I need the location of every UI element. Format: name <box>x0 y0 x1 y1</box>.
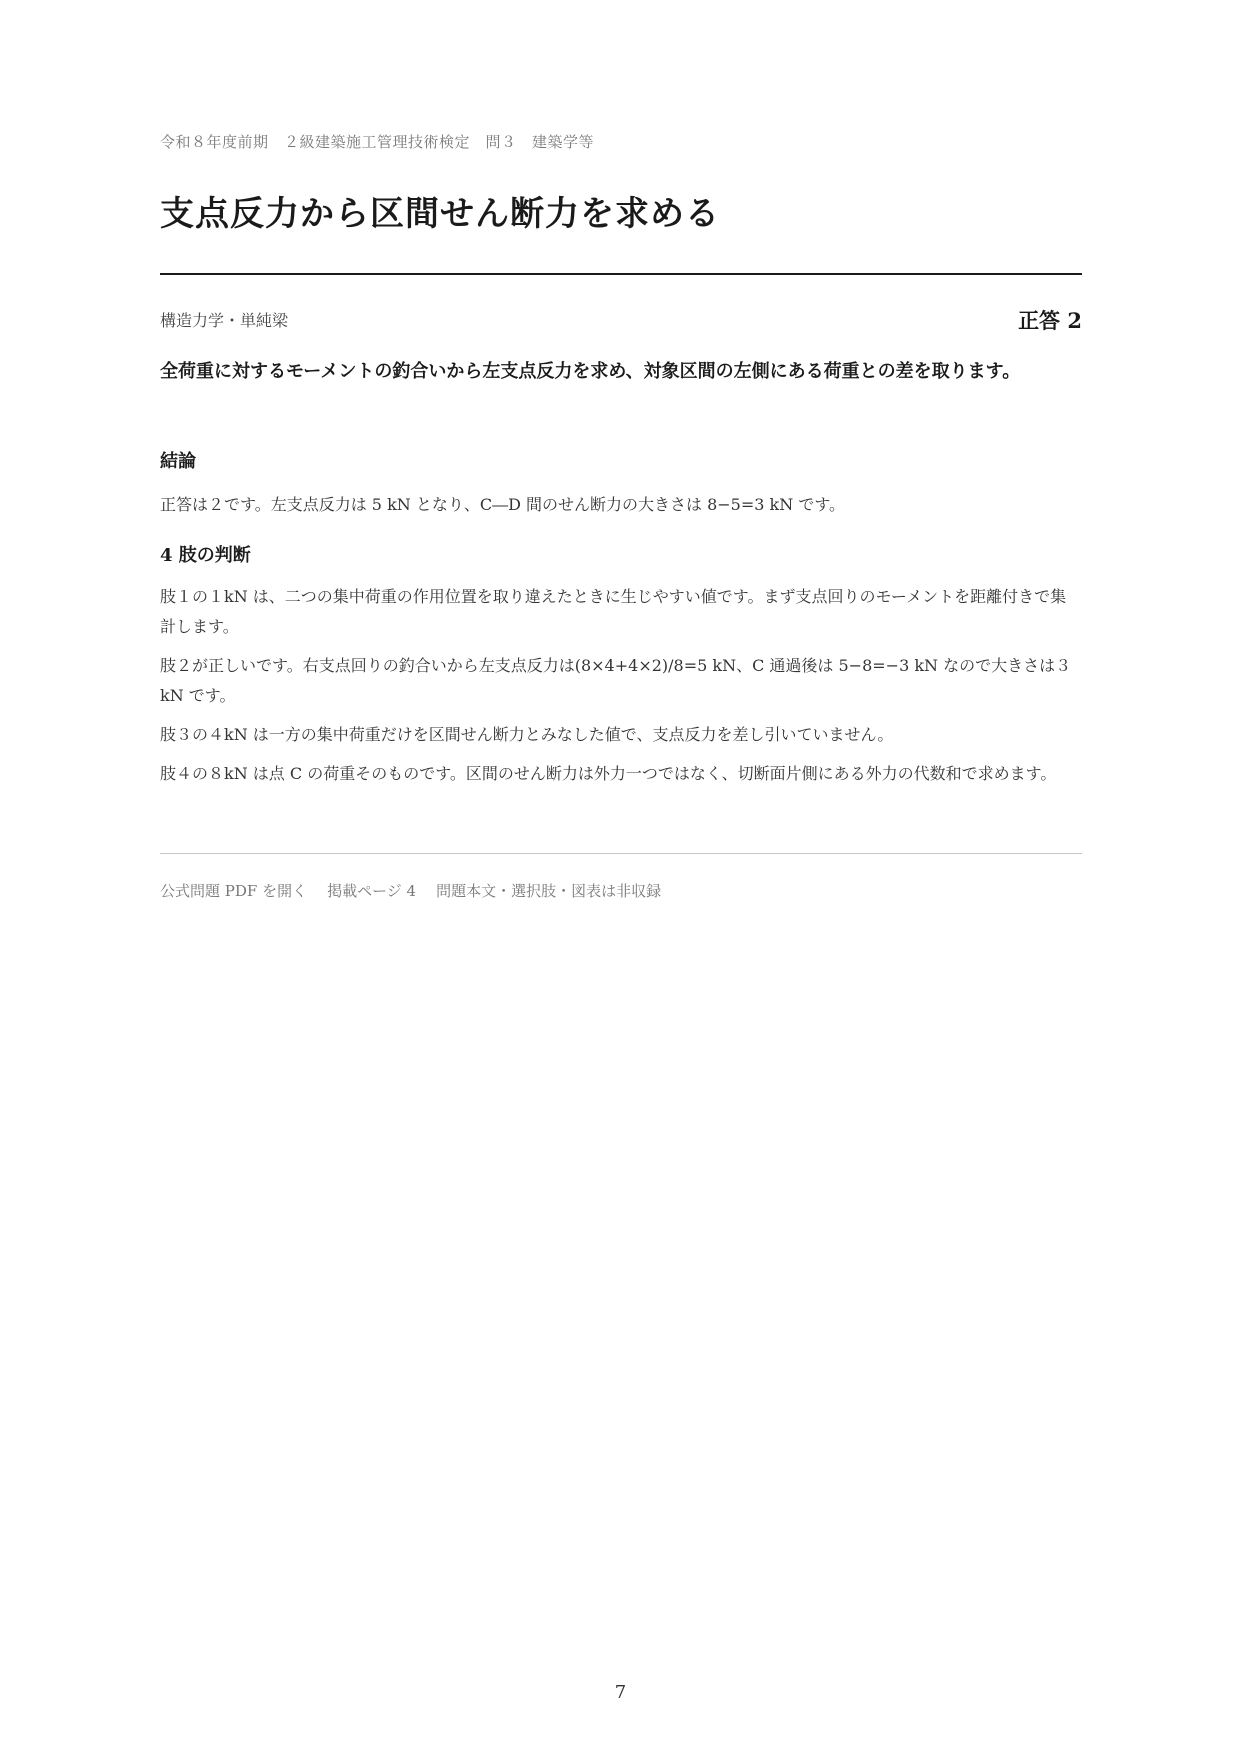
choices-list <box>160 582 1082 798</box>
exam-breadcrumb: 令和８年度前期 ２級建築施工管理技術検定 問３ 建築学等 <box>160 133 595 151</box>
page-number: 7 <box>614 1682 627 1703</box>
choice-item-2: 肢２が正しいです。右支点回りの釣合いから左支点反力は(8×4+4×2)/8=5 kN、C 通過後は 5−8=−3 kN なので大きさは３kN です。 <box>160 656 1072 705</box>
footer <box>160 880 661 901</box>
page-title: 支点反力から区間せん断力を求める <box>160 194 720 234</box>
open-pdf-link[interactable]: 公式問題 PDF を開く <box>160 882 308 900</box>
choice-item-3: 肢３の４kN は一方の集中荷重だけを区間せん断力とみなした値で、支点反力を差し引いていません。 <box>160 725 894 744</box>
meta-row <box>160 305 1082 335</box>
conclusion-text: 正答は２です。左支点反力は 5 kN となり、C―D 間のせん断力の大きさは 8−5=3 kN です。 <box>160 495 846 514</box>
footer-note: 問題本文・選択肢・図表は非収録 <box>436 882 662 900</box>
correct-answer: 正答 2 <box>1018 308 1082 333</box>
choices-heading: 4 肢の判断 <box>160 545 251 566</box>
page-reference: 掲載ページ 4 <box>327 882 417 900</box>
footer-divider <box>160 853 1082 854</box>
title-divider <box>160 273 1082 275</box>
summary-text: 全荷重に対するモーメントの釣合いから左支点反力を求め、対象区間の左側にある荷重との差を取ります。 <box>160 361 1021 382</box>
choice-item-4: 肢４の８kN は点 C の荷重そのものです。区間のせん断力は外力一つではなく、切断面片側にある外力の代数和で求めます。 <box>160 764 1057 783</box>
conclusion-heading: 結論 <box>160 451 196 472</box>
category-label: 構造力学・単純梁 <box>160 311 289 330</box>
choice-item-1: 肢１の１kN は、二つの集中荷重の作用位置を取り違えたときに生じやすい値です。まず支点回りのモーメントを距離付きで集計します。 <box>160 587 1067 636</box>
